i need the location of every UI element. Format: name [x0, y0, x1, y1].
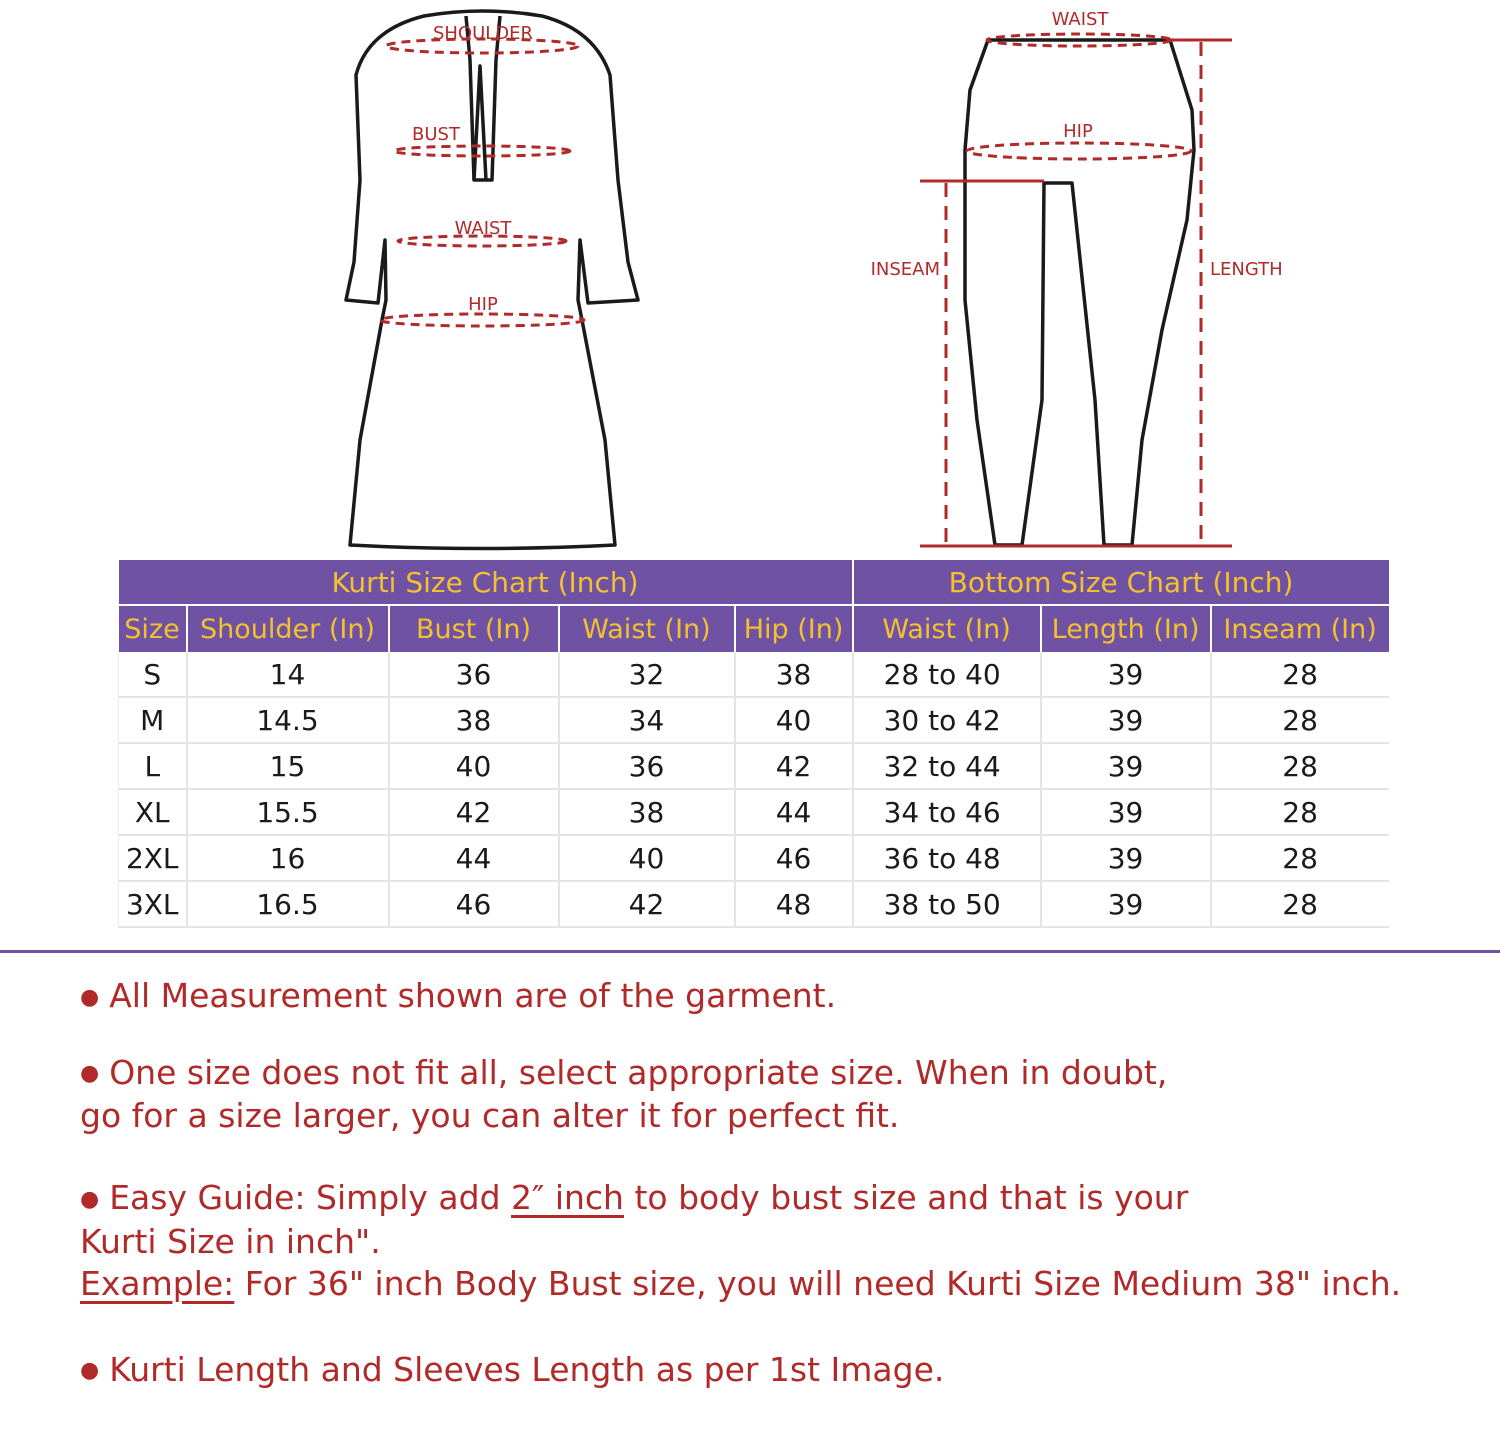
two-inch-emphasis: 2″ inch	[511, 1178, 624, 1217]
table-cell: 34	[559, 697, 735, 743]
column-header-length: Length (In)	[1041, 605, 1211, 652]
kurti-waist-label: WAIST	[454, 218, 512, 239]
note-size-fit: ● One size does not fit all, select appropriate size. When in doubt, go for a size larger, you can alter it for perfect fit.	[80, 1052, 1168, 1135]
table-cell: 42	[389, 789, 559, 835]
table-cell: 38	[559, 789, 735, 835]
table-cell: 28	[1211, 697, 1389, 743]
bottom-hip-label: HIP	[1063, 121, 1093, 142]
column-header-shoulder: Shoulder (In)	[187, 605, 389, 652]
table-cell: 32	[559, 652, 735, 697]
kurti-hip-label: HIP	[468, 294, 498, 315]
bottom-waist-label: WAIST	[1051, 9, 1109, 30]
table-cell: 36	[389, 652, 559, 697]
kurti-chart-title: Kurti Size Chart (Inch)	[119, 560, 853, 605]
table-cell: 28	[1211, 743, 1389, 789]
length-label: LENGTH	[1210, 259, 1283, 280]
table-cell: 46	[389, 881, 559, 927]
table-cell: 14.5	[187, 697, 389, 743]
table-cell: 38	[735, 652, 853, 697]
table-cell: 39	[1041, 881, 1211, 927]
table-cell: 36	[559, 743, 735, 789]
table-cell: 39	[1041, 652, 1211, 697]
bullet-icon: ●	[80, 1358, 100, 1383]
column-header-bottom-waist: Waist (In)	[853, 605, 1041, 652]
table-cell: 48	[735, 881, 853, 927]
bottom-diagram	[840, 0, 1320, 560]
size-chart-table	[118, 560, 1389, 928]
column-header-kurti-waist: Waist (In)	[559, 605, 735, 652]
table-cell: 15	[187, 743, 389, 789]
table-cell: 40	[389, 743, 559, 789]
table-cell: 30 to 42	[853, 697, 1041, 743]
bottom-chart-title: Bottom Size Chart (Inch)	[853, 560, 1389, 605]
table-cell: 14	[187, 652, 389, 697]
bullet-icon: ●	[80, 1061, 100, 1086]
table-row	[119, 743, 1389, 789]
table-cell: 28 to 40	[853, 652, 1041, 697]
column-header-bust: Bust (In)	[389, 605, 559, 652]
table-cell: L	[119, 743, 187, 789]
inseam-label: INSEAM	[870, 259, 940, 280]
note-garment-measurement: ● All Measurement shown are of the garment.	[80, 976, 837, 1015]
bullet-icon: ●	[80, 984, 100, 1010]
example-text: For 36" inch Body Bust size, you will need Kurti Size Medium 38" inch.	[234, 1263, 1402, 1303]
table-cell: 16.5	[187, 881, 389, 927]
example-label: Example:	[80, 1263, 235, 1303]
table-cell: 28	[1211, 881, 1389, 927]
table-cell: M	[119, 697, 187, 743]
table-cell: 28	[1211, 789, 1389, 835]
hip-measure-line	[380, 314, 584, 326]
kurti-shoulder-label: SHOULDER	[432, 23, 534, 44]
table-cell: 39	[1041, 743, 1211, 789]
table-row	[119, 881, 1389, 927]
table-cell: 2XL	[119, 835, 187, 881]
table-cell: 38	[389, 697, 559, 743]
table-cell: 40	[735, 697, 853, 743]
table-cell: 15.5	[187, 789, 389, 835]
chart-column-header-row	[119, 605, 1389, 652]
table-row	[119, 652, 1389, 697]
table-cell: 44	[389, 835, 559, 881]
table-cell: 40	[559, 835, 735, 881]
table-cell: 28	[1211, 652, 1389, 697]
table-cell: 39	[1041, 835, 1211, 881]
note-kurti-length: ● Kurti Length and Sleeves Length as per 1st Image.	[80, 1349, 945, 1389]
table-cell: 28	[1211, 835, 1389, 881]
table-cell: 3XL	[119, 881, 187, 927]
column-header-size: Size	[119, 605, 187, 652]
note-easy-guide: ● Easy Guide: Simply add 2″ inch to body bust size and that is your Kurti Size in inch". Example: For 36" inch Body Bust size, you will need Kurti Size Medium 38" inch.	[80, 1178, 1402, 1303]
section-divider	[0, 950, 1500, 953]
column-header-hip: Hip (In)	[735, 605, 853, 652]
table-cell: 42	[559, 881, 735, 927]
table-cell: 44	[735, 789, 853, 835]
pant-outline	[965, 40, 1194, 545]
table-cell: 39	[1041, 789, 1211, 835]
table-cell: 34 to 46	[853, 789, 1041, 835]
notes-section	[80, 975, 1495, 1392]
kurti-outline	[346, 11, 638, 549]
table-cell: 38 to 50	[853, 881, 1041, 927]
table-cell: 42	[735, 743, 853, 789]
table-cell: 32 to 44	[853, 743, 1041, 789]
table-cell: XL	[119, 789, 187, 835]
bullet-icon: ●	[80, 1186, 100, 1212]
table-cell: S	[119, 652, 187, 697]
bust-measure-line	[394, 146, 570, 156]
chart-title-row	[119, 560, 1389, 605]
table-cell: 46	[735, 835, 853, 881]
kurti-diagram	[330, 0, 650, 560]
bottom-hip-measure-line	[967, 143, 1191, 159]
table-cell: 36 to 48	[853, 835, 1041, 881]
table-cell: 16	[187, 835, 389, 881]
kurti-bust-label: BUST	[412, 124, 460, 145]
column-header-inseam: Inseam (In)	[1211, 605, 1389, 652]
table-cell: 39	[1041, 697, 1211, 743]
table-row	[119, 697, 1389, 743]
table-row	[119, 835, 1389, 881]
table-row	[119, 789, 1389, 835]
